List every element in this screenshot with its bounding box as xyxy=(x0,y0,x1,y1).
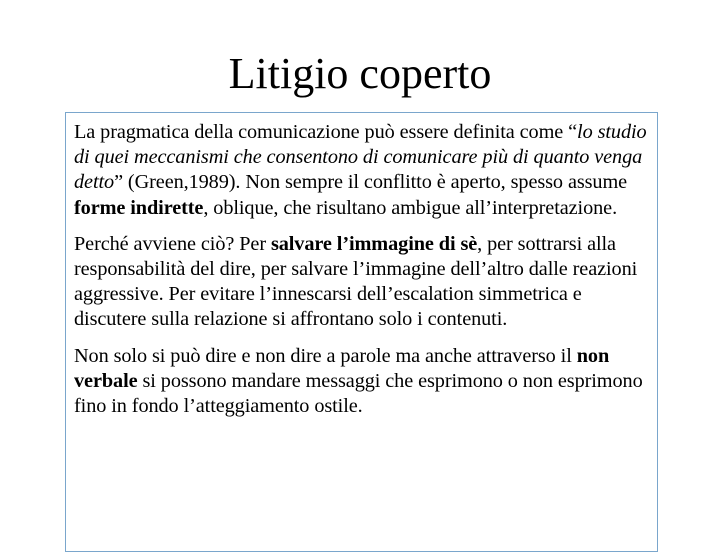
content-text-box xyxy=(65,112,658,552)
paragraph-pragmatics xyxy=(74,120,651,221)
text-run: La pragmatica della comunicazione può essere definita come “ xyxy=(74,121,578,143)
bold-term-salvare-immagine: salvare l’immagine di sè xyxy=(270,232,478,255)
bold-term-non-verbale: non verbale xyxy=(74,344,610,392)
text-run: si possono mandare messaggi che esprimono o non esprimono fino in fondo l’atteggiamento ostile. xyxy=(74,369,643,418)
text-run: , per sottrarsi alla responsabilità del dire, per salvare l’immagine dell’altro dalle reazioni aggressive. Per evitare l’innescarsi dell’escalation simmetrica e discutere sulla relazione si affrontano solo i contenuti. xyxy=(74,232,638,331)
slide-title: Litigio coperto xyxy=(228,49,492,98)
text-run: Perché avviene ciò? Per xyxy=(74,232,271,255)
text-run: ” (Green,1989). Non sempre il conflitto è aperto, spesso assume xyxy=(114,171,628,194)
paragraph-non-verbal xyxy=(74,344,651,420)
text-run: , oblique, che risultano ambigue all’interpretazione. xyxy=(203,196,618,219)
text-run: Non solo si può dire e non dire a parole ma anche attraverso il xyxy=(74,344,577,367)
paragraph-reasons xyxy=(74,232,651,333)
italic-quote: lo studio di quei meccanismi che consentono di comunicare più di quanto venga detto xyxy=(74,121,647,194)
bold-term-forme-indirette: forme indirette xyxy=(74,196,204,219)
